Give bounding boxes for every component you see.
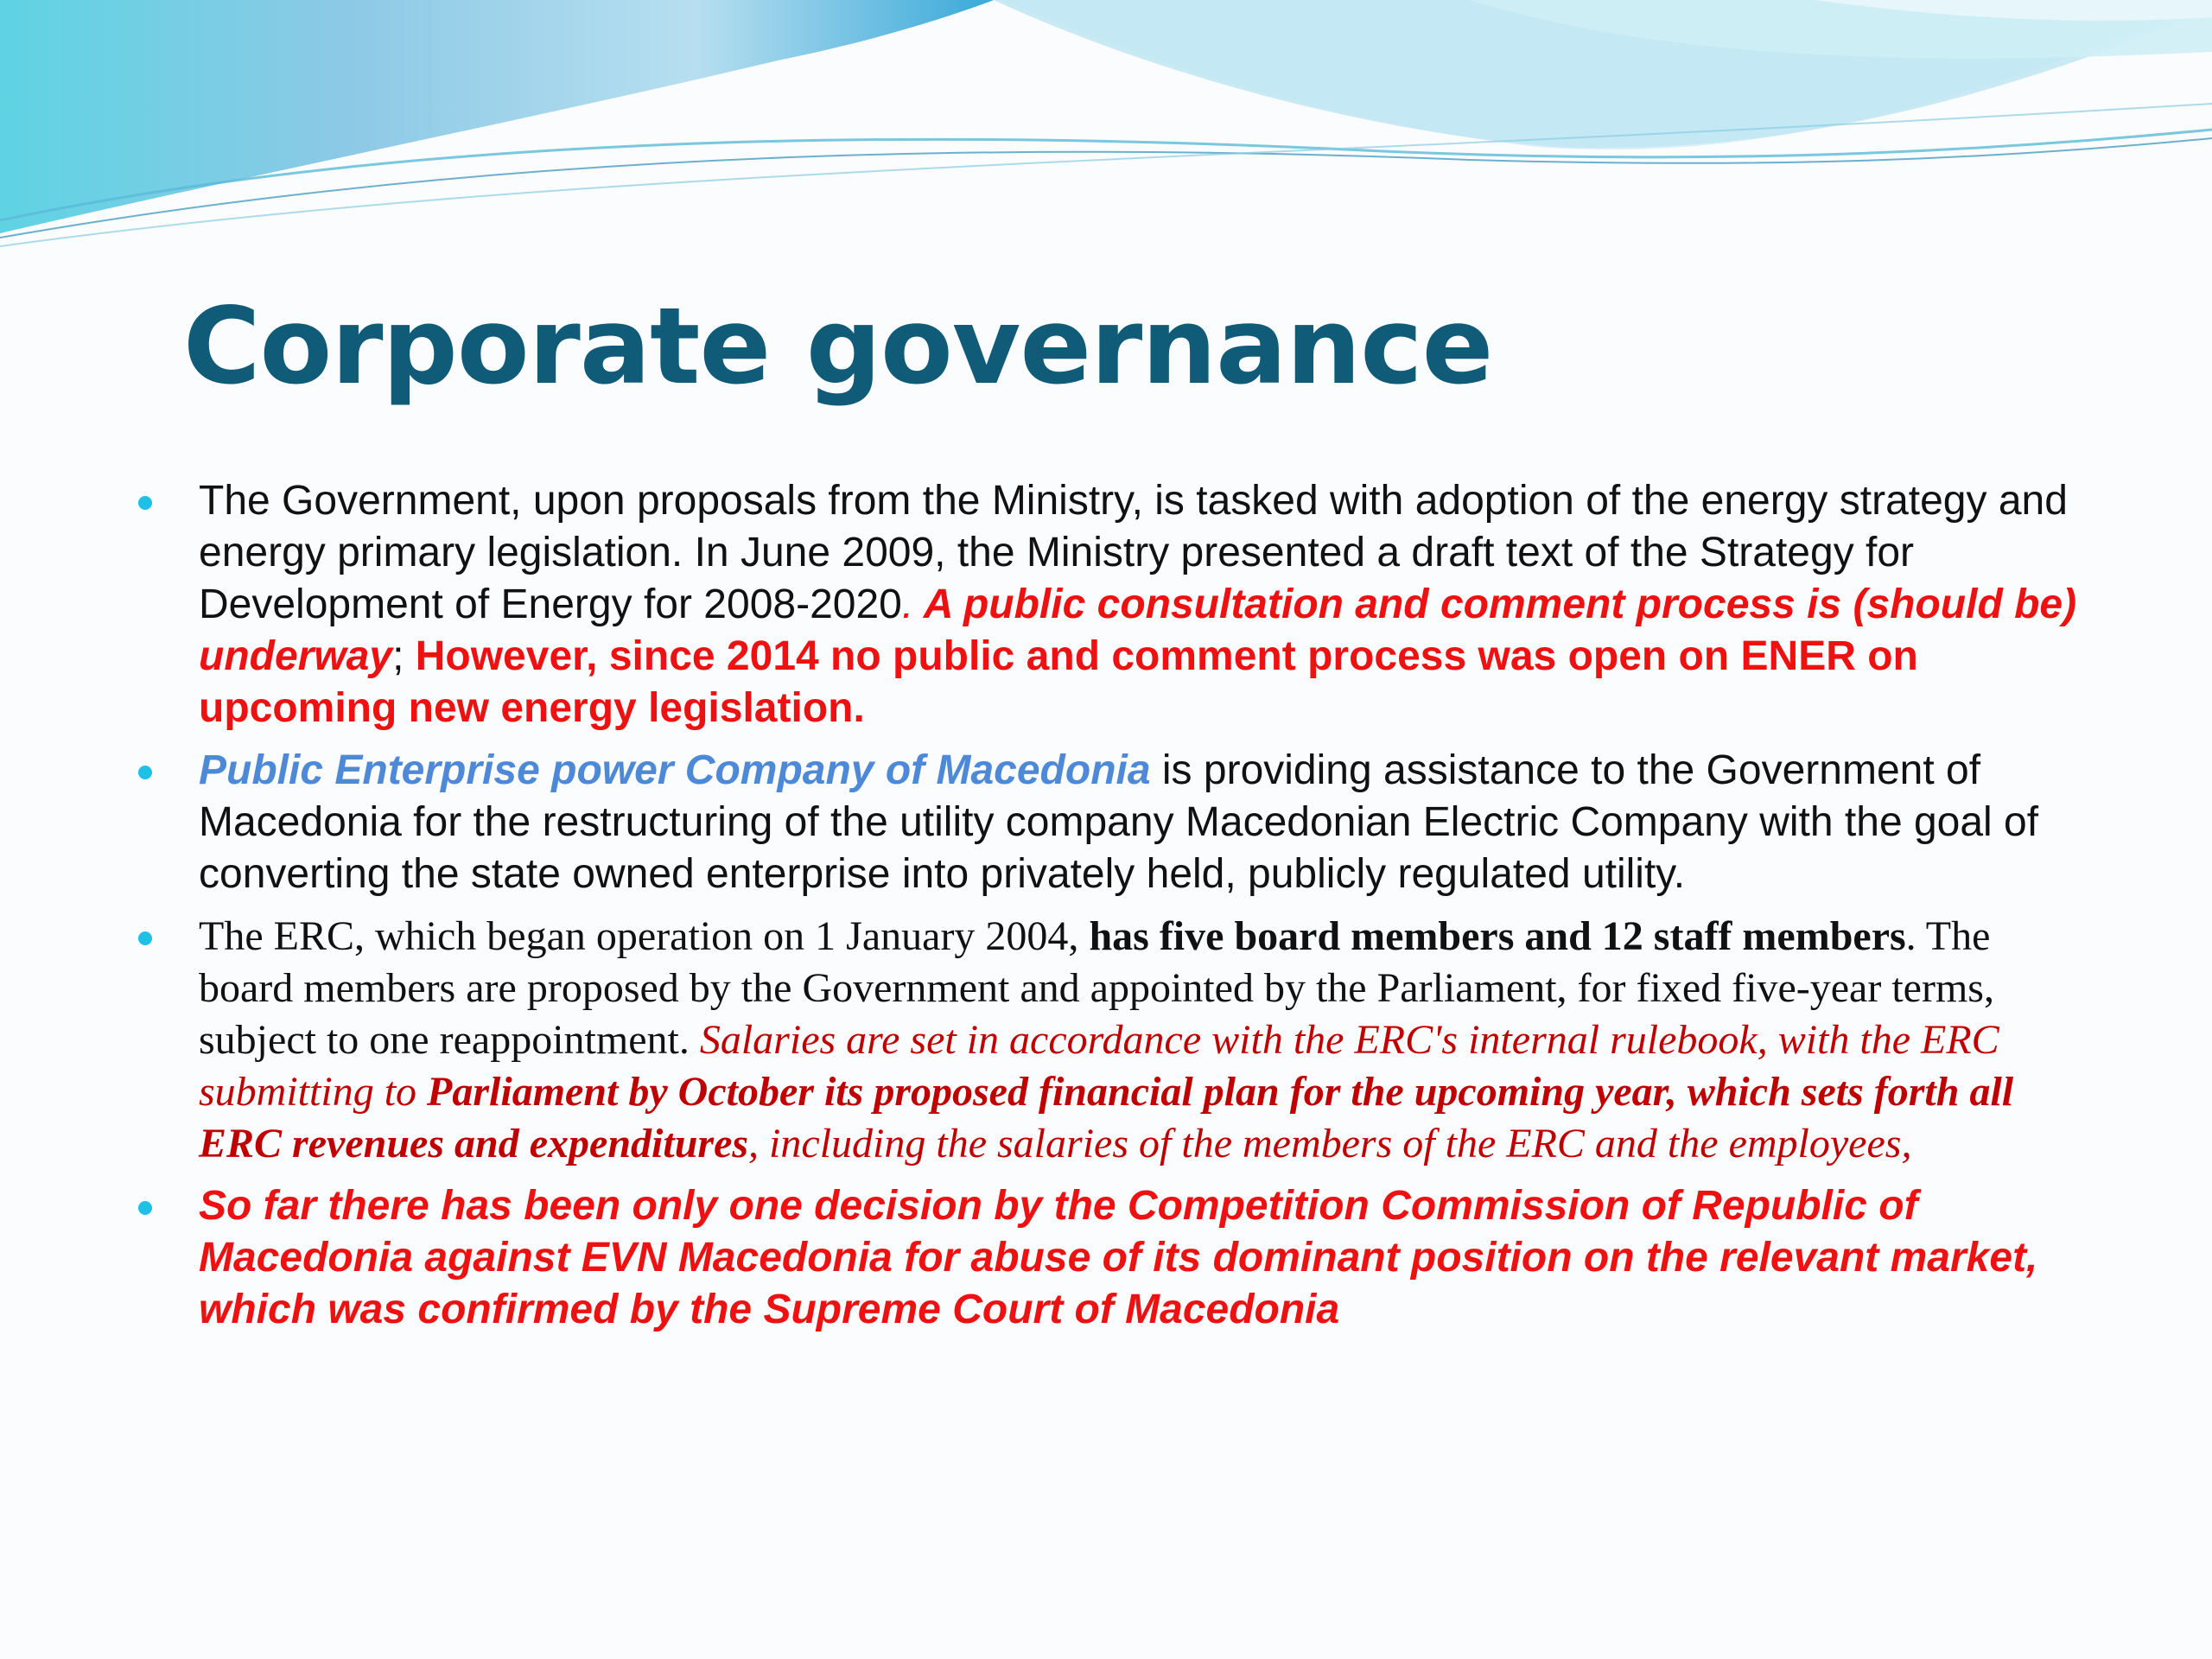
bullet-text: The Government, upon proposals from the Ministry, is tasked with adoption of the energy strategy and energy primary legislation. In June 2009, the Ministry presented a draft text of the Strategy for Development of Energy for 2008-2020 (199, 478, 2068, 627)
bullet-text: ; (392, 633, 416, 679)
wave-header-decoration (0, 0, 2212, 259)
bullet-text: , including the salaries of the members of the ERC and the employees, (748, 1121, 1912, 1166)
bullet-dot-icon (138, 931, 152, 945)
slide-title: Corporate governance (183, 285, 1493, 408)
bullet-text: Salaries are set in accordance with the ERC's internal rulebook, with the ERC submitting to (199, 1017, 1999, 1115)
bullet-emphasis: has five board members and 12 staff members (1089, 913, 1906, 959)
bullet-government-strategy (138, 475, 2082, 734)
bullet-competition-commission (138, 1180, 2082, 1336)
bullet-dot-icon (138, 496, 152, 510)
bullet-text: . The board members are proposed by the Government and appointed by the Parliament, for fixed five-year terms, subject to one reappointment. (199, 913, 1994, 1063)
bullet-list (138, 475, 2082, 1346)
bullet-text: . (901, 582, 914, 627)
bullet-public-enterprise (138, 745, 2082, 900)
bullet-text: is providing assistance to the Government of Macedonia for the restructuring of the utility company Macedonian Electric Company with the goal of converting the state owned enterprise into privately held, publicly regulated utility. (199, 747, 2039, 897)
bullet-emphasis: However, since 2014 no public and comment process was open on ENER on upcoming new energy legislation. (199, 633, 1918, 731)
bullet-emphasis: Public Enterprise power Company of Macedonia (199, 747, 1151, 793)
bullet-dot-icon (138, 1201, 152, 1215)
bullet-emphasis: A public consultation and comment process is (should be) underway (199, 582, 2077, 679)
bullet-emphasis: Parliament by October its proposed financial plan for the upcoming year, which sets forth all ERC revenues and expenditures (199, 1069, 2014, 1166)
bullet-erc (138, 911, 2082, 1170)
bullet-dot-icon (138, 766, 152, 779)
bullet-text: The ERC, which began operation on 1 January 2004, (199, 913, 1090, 959)
bullet-emphasis: So far there has been only one decision by the Competition Commission of Republic of Macedonia against EVN Macedonia for abuse of its dominant position on the relevant market, which was confirmed by the Supreme Court of Macedonia (199, 1183, 2038, 1332)
